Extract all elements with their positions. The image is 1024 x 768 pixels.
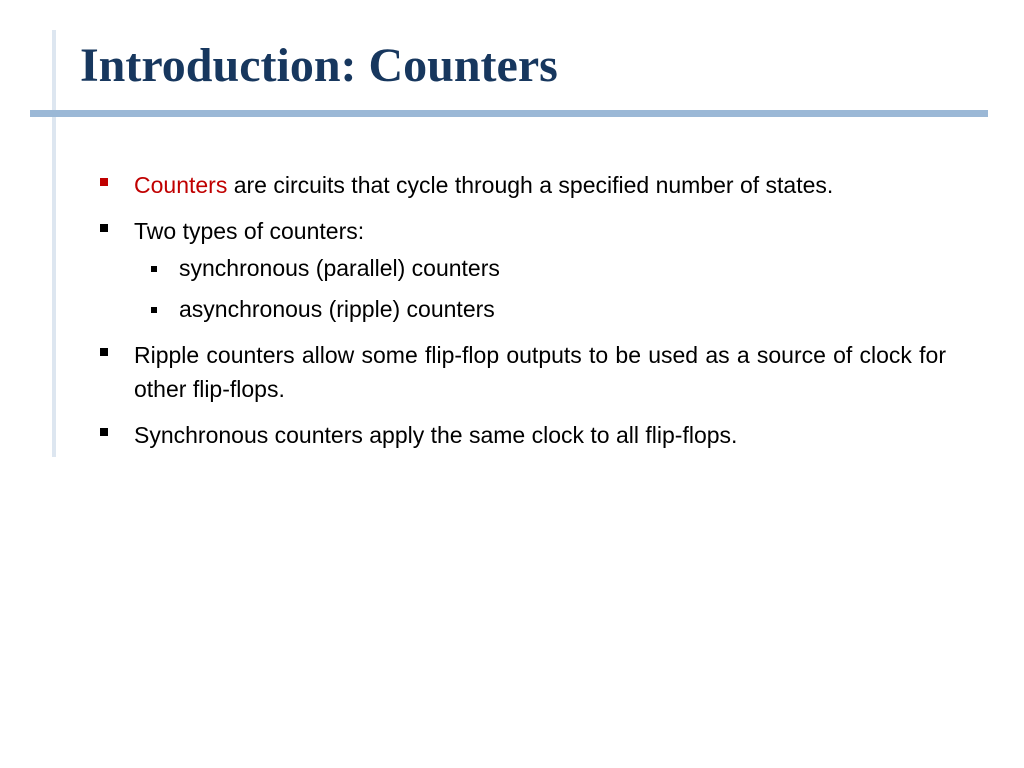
slide-title: Introduction: Counters — [80, 39, 558, 92]
square-bullet-icon — [100, 428, 108, 436]
highlight-term: Counters — [134, 172, 228, 198]
sub-bullet-item-asynchronous — [134, 292, 946, 326]
square-bullet-icon — [100, 348, 108, 356]
bullet-text: Synchronous counters apply the same clock to all flip-flops. — [134, 422, 738, 448]
bullet-list — [96, 168, 946, 464]
bullet-text: Two types of counters: — [134, 218, 365, 244]
square-bullet-icon — [100, 224, 108, 232]
bullet-item-counters-definition — [96, 168, 946, 202]
bullet-text: are circuits that cycle through a specified number of states. — [227, 172, 834, 198]
vertical-divider — [52, 30, 56, 457]
bullet-item-ripple-counters — [96, 338, 946, 406]
small-square-bullet-icon — [151, 307, 157, 313]
sub-bullet-text: asynchronous (ripple) counters — [179, 296, 495, 322]
bullet-item-counter-types — [96, 214, 946, 326]
sub-bullet-item-synchronous — [134, 251, 946, 285]
horizontal-divider — [30, 110, 988, 117]
square-bullet-icon — [100, 178, 108, 186]
bullet-item-synchronous-counters — [96, 418, 946, 452]
bullet-text: Ripple counters allow some flip-flop outputs to be used as a source of clock for other flip-flops. — [134, 342, 946, 402]
small-square-bullet-icon — [151, 266, 157, 272]
sub-bullet-text: synchronous (parallel) counters — [179, 255, 500, 281]
sub-bullet-list — [134, 251, 946, 326]
